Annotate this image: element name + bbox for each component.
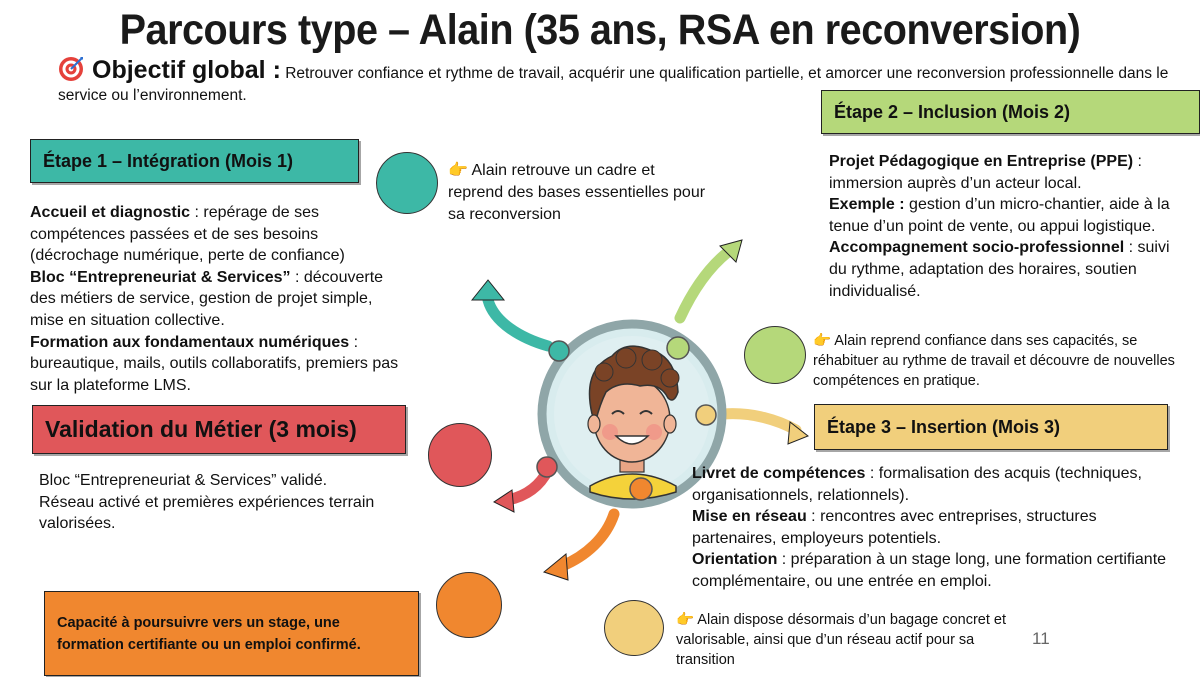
ring-dot-red <box>537 457 557 477</box>
step3-details <box>692 463 1172 593</box>
validation-circle <box>428 423 492 487</box>
step2-label: Étape 2 – Inclusion (Mois 2) <box>821 90 1200 134</box>
step2-details <box>829 151 1189 302</box>
step3-circle <box>604 600 664 656</box>
arrow-to-step1-head <box>472 280 504 300</box>
step3-item: Orientation : préparation à un stage long, une formation certifiante complémentaire, ou une entrée en emploi. <box>692 551 1167 590</box>
step2-item: Projet Pédagogique en Entreprise (PPE) : immersion auprès d’un acteur local. <box>829 153 1142 192</box>
arrow-to-outcome <box>562 514 614 566</box>
arrow-to-step2 <box>680 252 728 318</box>
pointing-hand-icon: 👉 <box>448 162 468 179</box>
step3-item: Mise en réseau : rencontres avec entreprises, structures partenaires, employeurs potentiels. <box>692 508 1097 547</box>
ring-dot-teal <box>549 341 569 361</box>
ring-dot-yellow <box>696 405 716 425</box>
outcome-box: Capacité à poursuivre vers un stage, une formation certifiante ou un emploi confirmé. <box>44 591 419 676</box>
step1-item: Bloc “Entrepreneuriat & Services” : découverte des métiers de service, gestion de projet simple, mise en situation collective. <box>30 268 384 329</box>
arrow-to-validation-head <box>494 490 514 512</box>
validation-text: Bloc “Entrepreneuriat & Services” validé. Réseau activé et premières expériences terrain valorisées. <box>39 472 375 533</box>
objective-text: Retrouver confiance et rythme de travail, acquérir une qualification partielle, et amorcer une reconversion professionnelle dans le service ou l’environnement. <box>58 65 1169 104</box>
ring-dot-orange <box>630 478 652 500</box>
step2-note: 👉 Alain reprend confiance dans ses capacités, se réhabituer au rythme de travail et découvre de nouvelles compétences en pratique. <box>813 333 1175 389</box>
validation-label: Validation du Métier (3 mois) <box>32 405 406 454</box>
step1-label: Étape 1 – Intégration (Mois 1) <box>30 139 359 183</box>
step1-item: Accueil et diagnostic : repérage de ses compétences passées et de ses besoins (décrochage numérique, perte de confiance) <box>30 204 345 265</box>
outcome-circle <box>436 572 502 638</box>
step1-details <box>30 202 400 396</box>
arrow-to-step1 <box>488 300 548 346</box>
step3-note: 👉 Alain dispose désormais d’un bagage concret et valorisable, ainsi que d’un réseau actif pour sa transition <box>676 612 1007 668</box>
step1-circle <box>376 152 438 214</box>
page-title: Parcours type – Alain (35 ans, RSA en reconversion) <box>119 6 1081 54</box>
step1-note: 👉 Alain retrouve un cadre et reprend des bases essentielles pour sa reconversion <box>448 162 706 223</box>
objective-heading: Objectif global : <box>92 56 281 84</box>
ring-dot-green <box>667 337 689 359</box>
step2-item: Exemple : gestion d’un micro-chantier, aide à la tenue d’un point de vente, ou appui logistique. <box>829 196 1170 235</box>
pointing-hand-icon: 👉 <box>813 333 832 349</box>
step1-item: Formation aux fondamentaux numériques : bureautique, mails, outils collaboratifs, premiers pas sur la plateforme LMS. <box>30 333 399 394</box>
step2-item: Accompagnement socio-professionnel : suivi du rythme, adaptation des horaires, soutien individualisé. <box>829 239 1170 300</box>
pointing-hand-icon: 👉 <box>676 612 695 628</box>
step3-item: Livret de compétences : formalisation des acquis (techniques, organisationnels, relationnels). <box>692 465 1142 504</box>
arrow-to-outcome-head <box>544 554 568 580</box>
arrow-to-step3 <box>724 414 796 430</box>
step2-circle <box>744 326 806 384</box>
page-number: 11 <box>1032 629 1050 648</box>
step3-label: Étape 3 – Insertion (Mois 3) <box>814 404 1168 450</box>
